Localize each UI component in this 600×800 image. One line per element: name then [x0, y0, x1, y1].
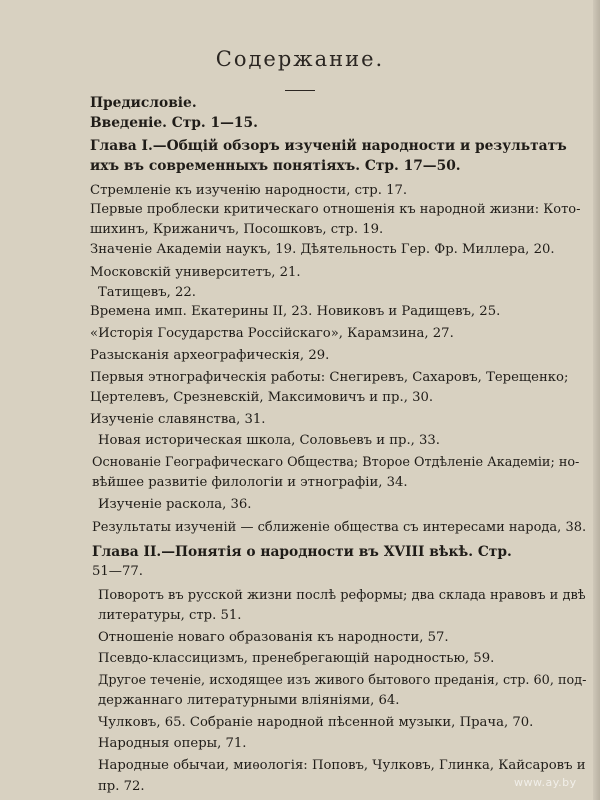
toc-line-ch2-6: держаннаго литературными вліяніями, 64.	[98, 693, 400, 708]
toc-line-preface: Предисловіе.	[90, 95, 197, 111]
toc-line-ch2-8: Народныя оперы, 71.	[98, 736, 247, 751]
toc-line-ch1-6: Татищевъ, 22.	[98, 285, 196, 300]
toc-line-ch1-14: Основаніе Географическаго Общества; Второе Отдѣленіе Академіи; но-	[92, 455, 580, 470]
page-title: Содержание.	[215, 47, 385, 71]
toc-line-ch1-12: Изученіе славянства, 31.	[90, 412, 266, 427]
toc-line-ch1-title-1: Глава I.—Общій обзоръ изученій народности и результатъ	[90, 138, 567, 154]
toc-line-ch2-7: Чулковъ, 65. Собраніе народной пѣсенной музыки, Прача, 70.	[98, 715, 534, 730]
toc-line-ch1-10: Первыя этнографическія работы: Снегиревъ, Сахаровъ, Терещенко;	[90, 370, 569, 385]
toc-line-ch1-4: Значеніе Академіи наукъ, 19. Дѣятельность Гер. Фр. Миллера, 20.	[90, 242, 555, 257]
toc-line-ch1-5: Московскій университетъ, 21.	[90, 265, 301, 280]
toc-line-ch2-title-1: Глава II.—Понятія о народности въ XVIII вѣкѣ. Стр.	[92, 544, 512, 560]
toc-line-ch2-1: Поворотъ въ русской жизни послѣ реформы; два склада нравовъ и двѣ	[98, 588, 586, 603]
toc-line-ch1-16: Изученіе раскола, 36.	[98, 497, 252, 512]
page-edge	[593, 0, 600, 800]
toc-line-ch1-17: Результаты изученій — сближеніе общества съ интересами народа, 38.	[92, 520, 587, 535]
toc-line-ch1-1: Стремленіе къ изученію народности, стр. 17.	[90, 183, 408, 198]
title-rule	[285, 90, 315, 91]
toc-line-ch1-15: вѣйшее развитіе филологіи и этнографіи, 34.	[92, 475, 408, 490]
toc-line-ch2-title-2: 51—77.	[92, 564, 143, 579]
toc-line-ch2-2: литературы, стр. 51.	[98, 608, 242, 623]
toc-line-ch1-3: шихинъ, Крижаничъ, Посошковъ, стр. 19.	[90, 222, 384, 237]
toc-line-ch2-4: Псевдо-классицизмъ, пренебрегающій народностью, 59.	[98, 651, 495, 666]
watermark: www.ay.by	[514, 776, 577, 789]
toc-line-ch1-2: Первые проблески критическаго отношенія къ народной жизни: Кото-	[90, 202, 581, 217]
toc-line-ch1-7: Времена имп. Екатерины II, 23. Новиковъ и Радищевъ, 25.	[90, 304, 501, 319]
toc-line-ch2-5: Другое теченіе, исходящее изъ живого бытового преданія, стр. 60, под-	[98, 673, 587, 688]
toc-line-ch1-11: Цертелевъ, Срезневскій, Максимовичъ и пр., 30.	[90, 390, 434, 405]
toc-line-ch1-13: Новая историческая школа, Соловьевъ и пр., 33.	[98, 433, 440, 448]
toc-line-ch1-8: «Исторія Государства Россійскаго», Карамзина, 27.	[90, 326, 454, 341]
toc-line-ch2-9: Народные обычаи, миѳологія: Поповъ, Чулковъ, Глинка, Кайсаровъ и	[98, 758, 586, 773]
toc-line-ch2-3: Отношеніе новаго образованія къ народности, 57.	[98, 630, 449, 645]
toc-line-intro: Введеніе. Стр. 1—15.	[90, 115, 258, 131]
toc-line-ch1-title-2: ихъ въ современныхъ понятіяхъ. Стр. 17—50.	[90, 158, 461, 174]
toc-line-ch2-10: пр. 72.	[98, 779, 145, 794]
toc-line-ch1-9: Разысканія археографическія, 29.	[90, 348, 330, 363]
